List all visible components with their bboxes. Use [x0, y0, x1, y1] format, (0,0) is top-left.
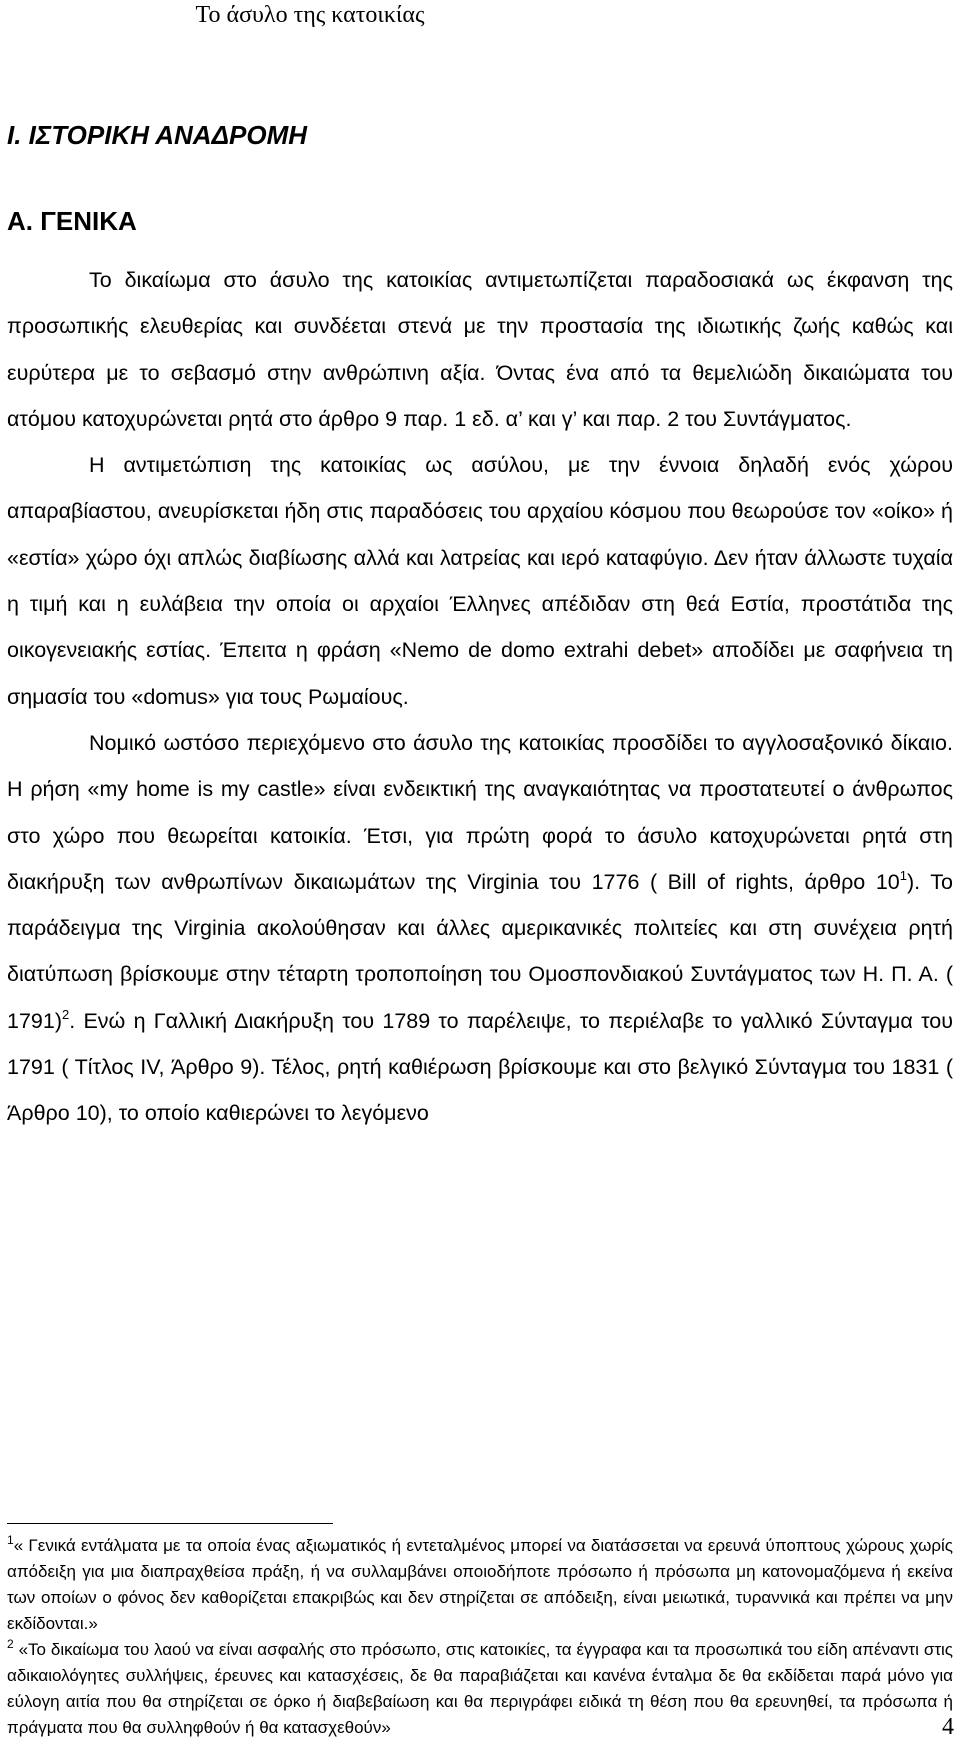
footnote-2-text: «Το δικαίωμα του λαού να είναι ασφαλής στο πρόσωπο, στις κατοικίες, τα έγγραφα και τα προσωπικά του είδη απέναντι στις αδικαιολόγητες συλλήψεις, έρευνες και κατασχέσεις, δε θα παραβιάζεται και κανένα ένταλμα δε θα εκδίδεται παρά μόνο για εύλογη αιτία που θα στηρίζεται σε όρκο ή διαβεβαίωση και θα περιγράφει ειδικά τη θέση που θα ερευνηθεί, τα πρόσωπα ή πράγματα που θα συλληφθούν ή θα κατασχεθούν» — [7, 1640, 953, 1737]
page-number: 4 — [942, 1714, 954, 1740]
footnotes — [7, 1533, 953, 1741]
footnote-ref-2[interactable]: 2 — [62, 1006, 70, 1022]
footnote-2-number: 2 — [7, 1637, 14, 1651]
paragraph-3 — [7, 720, 953, 1137]
paragraph-2: Η αντιμετώπιση της κατοικίας ως ασύλου, με την έννοια δηλαδή ενός χώρου απαραβίαστου, ανευρίσκεται ήδη στις παραδόσεις του αρχαίου κόσμου που θεωρούσε τον «οίκο» ή «εστία» χώρο όχι απλώς διαβίωσης αλλά και λατρείας και ιερό καταφύγιο. Δεν ήταν άλλωστε τυχαία η τιμή και η ευλάβεια την οποία οι αρχαίοι Έλληνες απέδιδαν στη θεά Εστία, προστάτιδα της οικογενειακής εστίας. Έπειτα η φράση «Nemo de domo extrahi debet» αποδίδει με σαφήνεια τη σημασία του «domus» για τους Ρωμαίους. — [7, 453, 953, 709]
paragraph-3-text-b: ). Το παράδειγμα της Virginia ακολούθησαν και άλλες αμερικανικές πολιτείες και στη συνέχεια ρητή διατύπωση βρίσκουμε στην τέταρτη τροποποίηση του Ομοσπονδιακού Συντάγματος των Η. Π. Α. ( 1791) — [7, 869, 953, 1033]
footnote-1-text: « Γενικά εντάλματα με τα οποία ένας αξιωματικός ή εντεταλμένος μπορεί να διατάσσεται να ερευνά ύποπτους χώρους χωρίς απόδειξη για μια διαπραχθείσα πράξη, ή να συλλαμβάνει οποιοδήποτε πρόσωπο ή πρόσωπα μη κατονομαζόμενα ή εκείνα των οποίων ο φόνος δεν καθορίζεται επακριβώς και δεν στηρίζεται σε απόδειξη, είναι μειωτικά, τυραννικά και πρέπει να μην εκδίδονται.» — [7, 1536, 953, 1633]
paragraph-1: Το δικαίωμα στο άσυλο της κατοικίας αντιμετωπίζεται παραδοσιακά ως έκφανση της προσωπικής ελευθερίας και συνδέεται στενά με την προστασία της ιδιωτικής ζωής καθώς και ευρύτερα με το σεβασμό στην ανθρώπινη αξία. Όντας ένα από τα θεμελιώδη δικαιώματα του ατόμου κατοχυρώνεται ρητά στο άρθρο 9 παρ. 1 εδ. α’ και γ’ και παρ. 2 του Συντάγματος. — [7, 268, 953, 431]
footnote-1-number: 1 — [7, 1533, 14, 1547]
footnote-separator — [7, 1523, 333, 1524]
paragraph-3-text-a: Νομικό ωστόσο περιεχόμενο στο άσυλο της κατοικίας προσδίδει το αγγλοσαξονικό δίκαιο. Η ρήση «my home is my castle» είναι ενδεικτική της αναγκαιότητας να προστατευτεί ο άνθρωπος στο χώρο που θεωρείται κατοικία. Έτσι, για πρώτη φορά το άσυλο κατοχυρώνεται ρητά στη διακήρυξη των ανθρωπίνων δικαιωμάτων της Virginia του 1776 ( Bill of rights, άρθρο 10 — [7, 730, 953, 894]
section-heading: Α. ΓΕΝΙΚΑ — [7, 206, 137, 236]
body-text — [7, 257, 953, 1137]
paragraph-3-text-c: . Ενώ η Γαλλική Διακήρυξη του 1789 το παρέλειψε, το περιέλαβε το γαλλικό Σύνταγμα του 1791 ( Τίτλος IV, Άρθρο 9). Τέλος, ρητή καθιέρωση βρίσκουμε και στο βελγικό Σύνταγμα του 1831 ( Άρθρο 10), το οποίο καθιερώνει το λεγόμενο — [7, 1008, 953, 1126]
footnote-2 — [7, 1637, 953, 1741]
chapter-heading: Ι. ΙΣΤΟΡΙΚΗ ΑΝΑΔΡΟΜΗ — [7, 120, 308, 150]
footnote-ref-1[interactable]: 1 — [899, 867, 907, 883]
footnote-1 — [7, 1533, 953, 1637]
running-header: Το άσυλο της κατοικίας — [195, 2, 425, 28]
